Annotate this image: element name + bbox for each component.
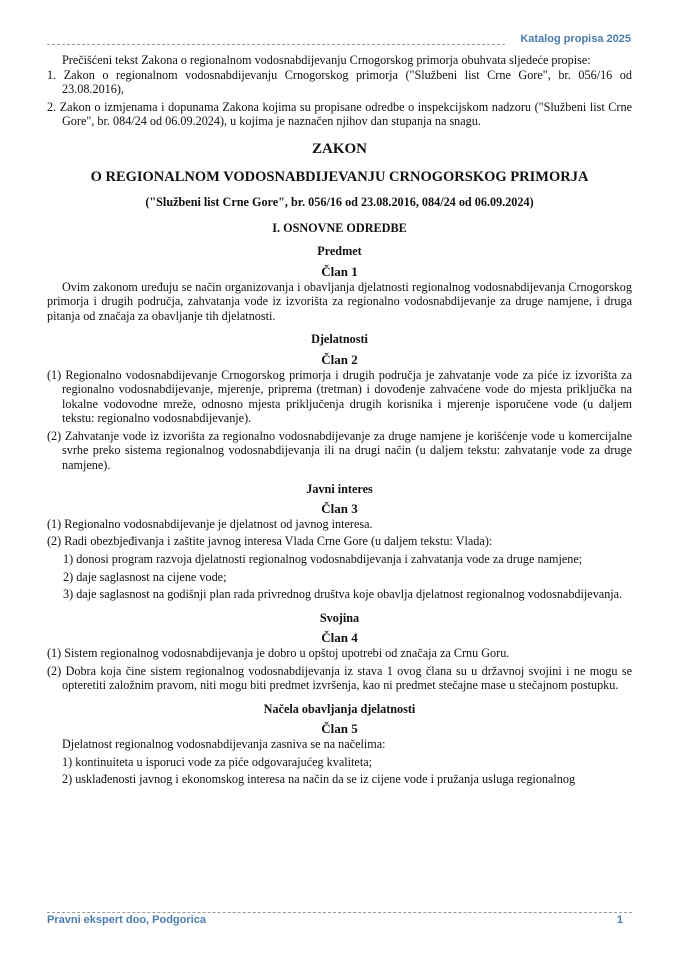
section-heading: Djelatnosti bbox=[311, 332, 368, 347]
paragraph: (2) Zahvatanje vode iz izvorišta za regionalno vodosnabdijevanje za druge namjene je korišćenje vode u komercijalne svrhe preko sistema regionalnog vodosnabdijevanja ili na drugi način (u daljem tekstu: zahvatanje vode za druge namjene). bbox=[47, 428, 632, 473]
footer-company: Pravni ekspert doo, Podgorica bbox=[47, 914, 206, 926]
list-item: 3) daje saglasnost na godišnji plan rada privrednog društva koje obavlja djelatnost regionalnog vodosnabdijevanja. bbox=[63, 587, 623, 602]
list-item: 2) daje saglasnost na cijene vode; bbox=[63, 569, 227, 584]
document-title: ZAKON bbox=[311, 140, 367, 157]
article-text: Ovim zakonom uređuju se način organizovanja i obavljanja djelatnosti regionalnog vodosnabdijevanja Crnogorskog primorja i drugih područja, zahvatanja vode iz izvorišta za regionalno vodosnabdijevanje za druge namjene, i druga pitanja od značaja za obavljanje tih djelatnosti. bbox=[47, 279, 632, 323]
intro-item-1: 1. Zakon o regionalnom vodosnabdijevanju Crnogorskog primorja ("Službeni list Crne Gore", br. 056/16 od 23.08.2016), bbox=[47, 67, 632, 97]
article-text: Djelatnost regionalnog vodosnabdijevanja zasniva se na načelima: bbox=[62, 736, 386, 751]
paragraph: (1) Regionalno vodosnabdijevanje Crnogorskog primorja i drugih područja je zahvatanje vode za piće iz izvorišta za regionalno vodosnabdijevanje, mjerenje, priprema (tretman) i dovođenje zahvaćene vode do mjesta priključka na lokalne vodovodne mreže, odnosno mjesta priključenja drugih korisnika i mjerenje isporučene vode (u daljem tekstu: regionalno vodosnabdijevanje). bbox=[47, 367, 632, 426]
list-item: 2) usklađenosti javnog i ekonomskog interesa na način da se iz cijene vode i pružanja usluga regionalnog bbox=[62, 772, 576, 787]
part-heading: I. OSNOVNE ODREDBE bbox=[272, 220, 407, 235]
section-heading: Svojina bbox=[319, 610, 360, 625]
intro-text: Prečišćeni tekst Zakona o regionalnom vodosnabdijevanju Crnogorskog primorja obuhvata sljedeće propise: bbox=[62, 53, 591, 67]
article-heading: Član 5 bbox=[321, 721, 358, 737]
section-heading: Predmet bbox=[317, 244, 362, 259]
document-subtitle: O REGIONALNOM VODOSNABDIJEVANJU CRNOGORSKOG PRIMORJA bbox=[90, 168, 589, 185]
header-rule bbox=[47, 44, 505, 45]
paragraph: (2) Radi obezbjeđivanja i zaštite javnog interesa Vlada Crne Gore (u daljem tekstu: Vlada): bbox=[47, 534, 493, 549]
list-item: 1) kontinuiteta u isporuci vode za piće odgovarajućeg kvaliteta; bbox=[62, 754, 372, 769]
paragraph: (1) Sistem regionalnog vodosnabdijevanja je dobro u opštoj upotrebi od značaja za Crnu Goru. bbox=[47, 646, 510, 660]
intro-item-2: 2. Zakon o izmjenama i dopunama Zakona kojima su propisane odredbe o inspekcijskom nadzoru ("Službeni list Crne Gore", br. 084/24 od 06.09.2024), u kojima je naznačen njihov dan stupanja na snagu. bbox=[47, 99, 632, 129]
article-heading: Član 3 bbox=[321, 501, 358, 517]
article-heading: Član 1 bbox=[321, 263, 358, 279]
header-catalog-label: Katalog propisa 2025 bbox=[520, 33, 631, 45]
document-body bbox=[47, 53, 632, 787]
article-heading: Član 2 bbox=[321, 351, 358, 367]
paragraph: (2) Dobra koja čine sistem regionalnog vodosnabdijevanja iz stava 1 ovog člana su u državnoj svojini i ne mogu se opteretiti založnim pravom, niti mogu biti predmet izvršenja, kao ni predmet stečajne mase u stečajnom postupku. bbox=[47, 663, 632, 693]
page-number: 1 bbox=[616, 914, 623, 926]
paragraph: (1) Regionalno vodosnabdijevanje je djelatnost od javnog interesa. bbox=[47, 516, 373, 531]
article-heading: Član 4 bbox=[321, 630, 358, 646]
section-heading: Načela obavljanja djelatnosti bbox=[263, 701, 416, 716]
list-item: 1) donosi program razvoja djelatnosti regionalnog vodosnabdijevanja i zahvatanja vode za druge namjene; bbox=[63, 552, 583, 567]
gazette-reference: ("Službeni list Crne Gore", br. 056/16 od 23.08.2016, 084/24 od 06.09.2024) bbox=[145, 195, 534, 210]
footer-rule bbox=[47, 912, 632, 913]
section-heading: Javni interes bbox=[306, 481, 373, 496]
